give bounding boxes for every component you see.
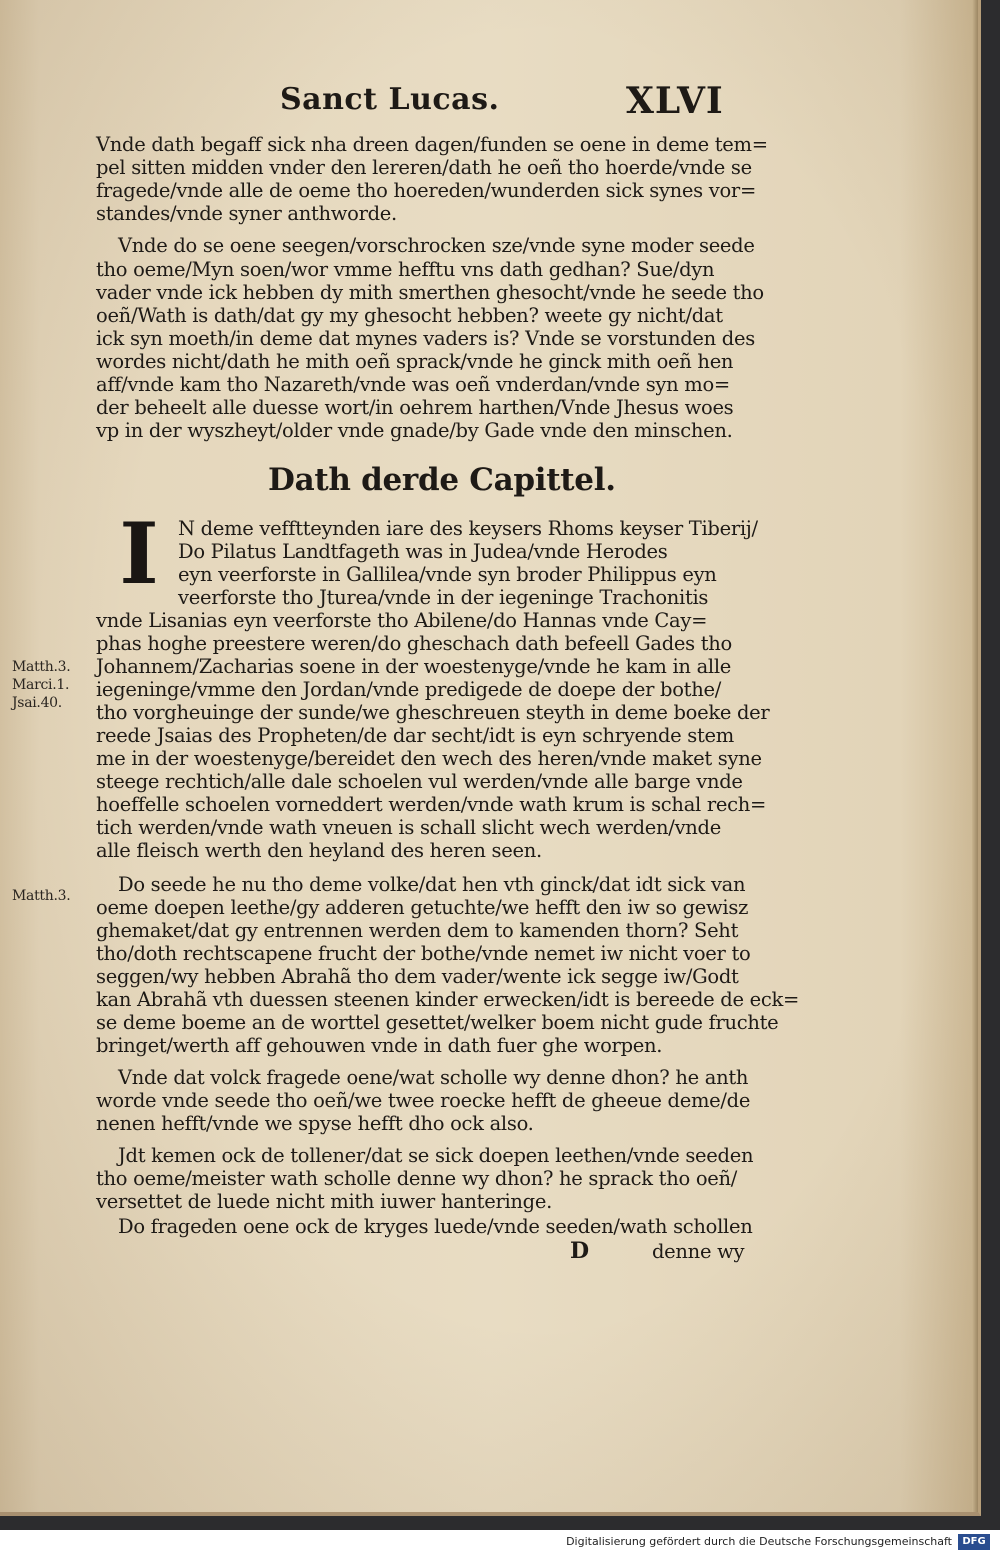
text-line: bringet/werth aff gehouwen vnde in dath fuer ghe worpen. [96, 1034, 663, 1057]
text-line: fragede/vnde alle de oeme tho hoereden/wunderden sick synes vor= [96, 179, 756, 202]
chapter-heading: Dath derde Capittel. [268, 462, 616, 498]
folio-number: XLVI [626, 80, 724, 122]
text-line: Do seede he nu tho deme volke/dat hen vth ginck/dat idt sick van [118, 873, 746, 896]
text-line: standes/vnde syner anthworde. [96, 202, 397, 225]
text-line: hoeffelle schoelen vorneddert werden/vnde wath krum is schal rech= [96, 793, 767, 816]
text-line: Vnde dath begaff sick nha dreen dagen/funden se oene in deme tem= [96, 133, 768, 156]
text-line: Jdt kemen ock de tollener/dat se sick doepen leethen/vnde seeden [118, 1144, 754, 1167]
page-fore-edge [972, 0, 978, 1512]
text-line: Vnde do se oene seegen/vorschrocken sze/vnde syne moder seede [118, 234, 755, 257]
text-line: me in der woestenyge/bereidet den wech des heren/vnde maket syne [96, 747, 762, 770]
text-line: versettet de luede nicht mith iuwer hanteringe. [96, 1190, 552, 1213]
text-line: kan Abrahã vth duessen steenen kinder erwecken/idt is bereede de eck= [96, 988, 800, 1011]
running-head: Sanct Lucas. [280, 82, 500, 117]
text-line: der beheelt alle duesse wort/in oehrem harthen/Vnde Jhesus woes [96, 396, 734, 419]
text-line: ick syn moeth/in deme dat mynes vaders is? Vnde se vorstunden des [96, 327, 755, 350]
text-line: worde vnde seede tho oeñ/we twee roecke hefft de gheeue deme/de [96, 1089, 751, 1112]
text-line: phas hoghe preestere weren/do gheschach dath befeell Gades tho [96, 632, 732, 655]
text-line: vader vnde ick hebben dy mith smerthen ghesocht/vnde he seede tho [96, 281, 764, 304]
text-line: seggen/wy hebben Abrahã tho dem vader/wente ick segge iw/Godt [96, 965, 739, 988]
text-line: Johannem/Zacharias soene in der woestenyge/vnde he kam in alle [96, 655, 732, 678]
decorated-initial: I [119, 504, 159, 603]
text-line: tho oeme/Myn soen/wor vmme hefftu vns dath gedhan? Sue/dyn [96, 258, 715, 281]
text-line: pel sitten midden vnder den lereren/dath he oeñ tho hoerde/vnde se [96, 156, 752, 179]
text-line: oeñ/Wath is dath/dat gy my ghesocht hebben? weete gy nicht/dat [96, 304, 723, 327]
text-line: iegeninge/vmme den Jordan/vnde predigede de doepe der bothe/ [96, 678, 721, 701]
text-line: Vnde dat volck fragede oene/wat scholle wy denne dhon? he anth [118, 1066, 749, 1089]
margin-note: Matth.3. [12, 659, 71, 675]
footer-bar [0, 1530, 1000, 1555]
text-line: ghemaket/dat gy entrennen werden dem to kamenden thorn? Seht [96, 919, 739, 942]
text-line: Do frageden oene ock de kryges luede/vnde seeden/wath schollen [118, 1215, 753, 1238]
text-line: vnde Lisanias eyn veerforste tho Abilene/do Hannas vnde Cay= [96, 609, 708, 632]
text-line: Do Pilatus Landtfageth was in Judea/vnde Herodes [178, 540, 668, 563]
text-line: tho/doth rechtscapene frucht der bothe/vnde nemet iw nicht voer to [96, 942, 751, 965]
text-line: nenen hefft/vnde we spyse hefft dho ock also. [96, 1112, 534, 1135]
catchword: denne wy [652, 1240, 745, 1263]
text-line: tich werden/vnde wath vneuen is schall slicht wech werden/vnde [96, 816, 721, 839]
text-line: vp in der wyszheyt/older vnde gnade/by Gade vnde den minschen. [96, 419, 733, 442]
text-line: reede Jsaias des Propheten/de dar secht/idt is eyn schryende stem [96, 724, 734, 747]
signature-mark: D [570, 1238, 589, 1264]
text-line: steege rechtich/alle dale schoelen vul werden/vnde alle barge vnde [96, 770, 743, 793]
funding-credit: Digitalisierung gefördert durch die Deutsche Forschungsgemeinschaft [566, 1535, 952, 1548]
margin-note: Jsai.40. [12, 695, 62, 711]
text-line: wordes nicht/dath he mith oeñ sprack/vnde he ginck mith oeñ hen [96, 350, 734, 373]
margin-note: Marci.1. [12, 677, 70, 693]
text-line: N deme vefftteynden iare des keysers Rhoms keyser Tiberij/ [178, 517, 758, 540]
margin-note: Matth.3. [12, 888, 71, 904]
dfg-logo-icon: DFG [958, 1534, 990, 1550]
text-line: oeme doepen leethe/gy adderen getuchte/we hefft den iw so gewisz [96, 896, 749, 919]
text-line: tho vorgheuinge der sunde/we gheschreuen steyth in deme boeke der [96, 701, 770, 724]
text-line: tho oeme/meister wath scholle denne wy dhon? he sprack tho oeñ/ [96, 1167, 738, 1190]
text-line: aff/vnde kam tho Nazareth/vnde was oeñ vnderdan/vnde syn mo= [96, 373, 730, 396]
text-line: veerforste tho Jturea/vnde in der iegeninge Trachonitis [178, 586, 709, 609]
text-line: alle fleisch werth den heyland des heren seen. [96, 839, 542, 862]
text-line: eyn veerforste in Gallilea/vnde syn broder Philippus eyn [178, 563, 717, 586]
text-line: se deme boeme an de worttel gesettet/welker boem nicht gude fruchte [96, 1011, 779, 1034]
